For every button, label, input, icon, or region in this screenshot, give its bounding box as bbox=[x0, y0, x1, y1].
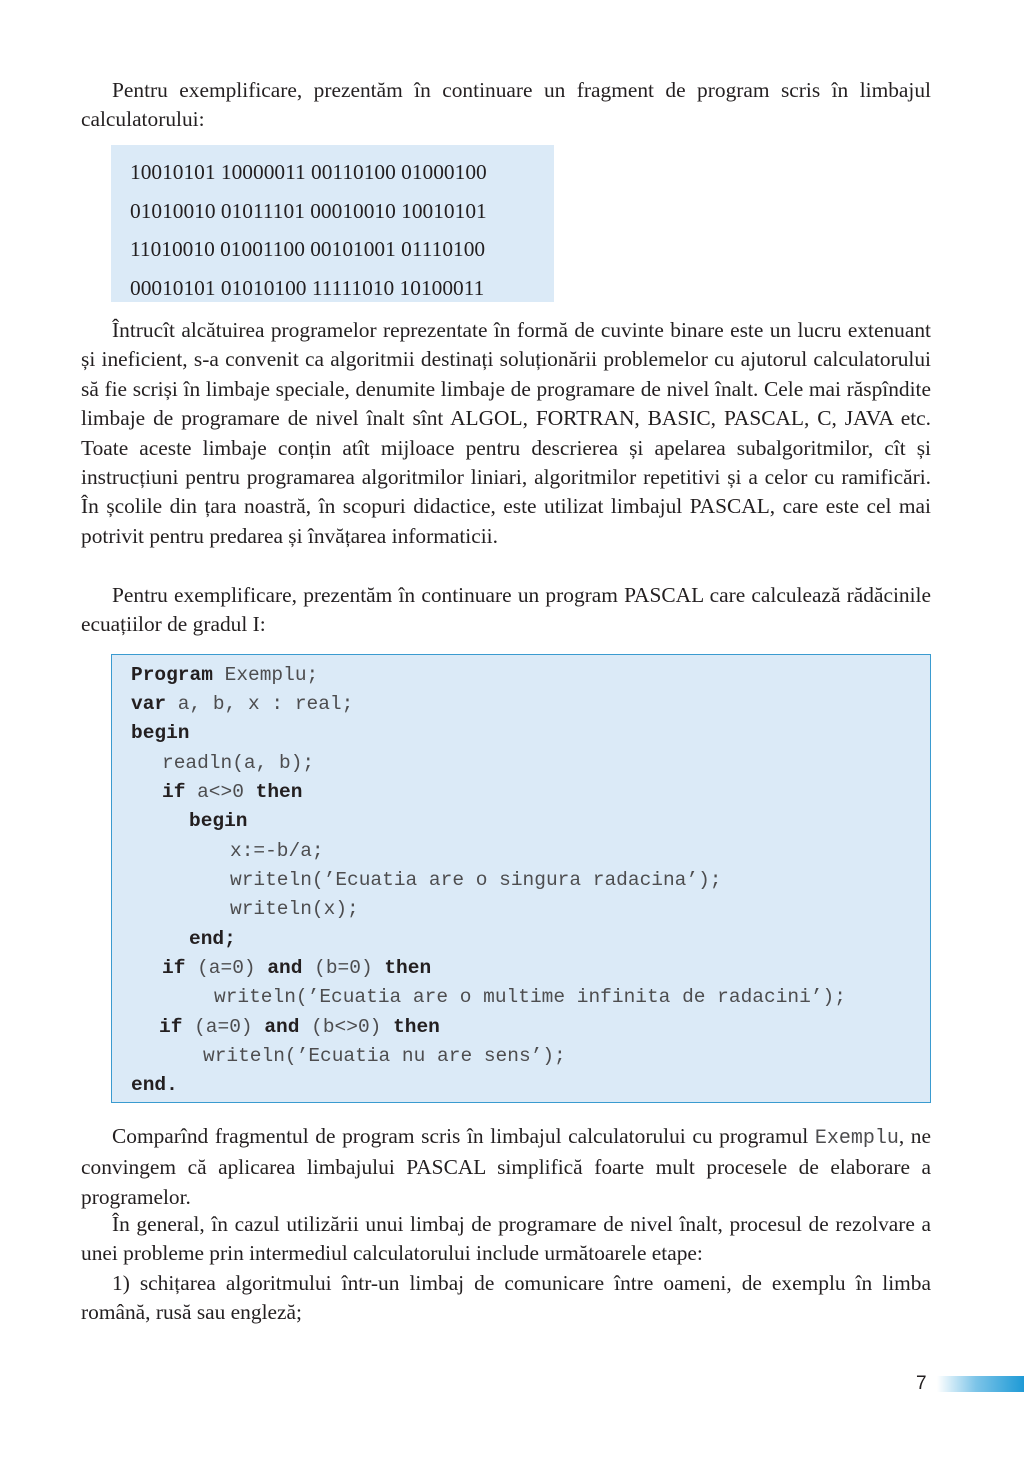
inline-code-exemplu: Exemplu bbox=[814, 1127, 899, 1150]
code-line-2: var a, b, x : real; bbox=[131, 693, 354, 715]
binary-line: 10010101 10000011 00110100 01000100 bbox=[130, 160, 487, 184]
code-line-5: if a<>0 then bbox=[162, 781, 303, 803]
code-line-6: begin bbox=[189, 810, 248, 832]
paragraph-comparison: Comparînd fragmentul de program scris în limbajul calculatorului cu programul Exemplu, ne convingem că aplicarea limbajului PASCAL simplifică foarte mult procesele de elaborare a programelor. bbox=[81, 1124, 931, 1209]
paragraph-general-process: În general, în cazul utilizării unui limbaj de programare de nivel înalt, procesul de rezolvare a unei probleme prin intermediul calculatorului include următoarele etape: bbox=[81, 1212, 931, 1266]
code-line-4: readln(a, b); bbox=[162, 752, 315, 774]
code-line-8: writeln(’Ecuatia are o singura radacina’); bbox=[230, 869, 722, 891]
page-number: 7 bbox=[916, 1373, 927, 1394]
paragraph-intro-pascal: Pentru exemplificare, prezentăm în continuare un program PASCAL care calculează rădăcinile ecuațiilor de gradul I: bbox=[81, 583, 931, 637]
code-line-10: end; bbox=[189, 928, 236, 950]
binary-line: 11010010 01001100 00101001 01110100 bbox=[130, 237, 486, 261]
paragraph-intro-binary: Pentru exemplificare, prezentăm în continuare un fragment de program scris în limbajul calculatorului: bbox=[81, 78, 931, 132]
code-line-14: writeln(’Ecuatia nu are sens’); bbox=[203, 1045, 566, 1067]
code-line-9: writeln(x); bbox=[230, 898, 359, 920]
code-line-13: if (a=0) and (b<>0) then bbox=[159, 1016, 440, 1038]
page-number-accent-bar bbox=[937, 1376, 1024, 1392]
binary-code-box bbox=[111, 145, 554, 302]
binary-line: 00010101 01010100 11111010 10100011 bbox=[130, 275, 485, 300]
code-line-3: begin bbox=[131, 722, 190, 744]
pascal-code-box bbox=[111, 654, 931, 1103]
code-line-7: x:=-b/a; bbox=[230, 840, 324, 862]
code-line-1: Program Exemplu; bbox=[131, 664, 319, 686]
paragraph-step-1: 1) schițarea algoritmului într-un limbaj de comunicare între oameni, de exemplu în limba română, rusă sau engleză; bbox=[81, 1271, 931, 1325]
binary-line: 01010010 01011101 00010010 10010101 bbox=[130, 198, 487, 223]
paragraph-high-level-languages: Întrucît alcătuirea programelor reprezentate în formă de cuvinte binare este un lucru extenuant și ineficient, s-a convenit ca algoritmii destinați soluționării problemelor cu ajutorul calculatorului să fie scriși în limbaje speciale, denumite limbaje de programare de nivel înalt. Cele mai răspîndite limbaje de programare de nivel înalt sînt ALGOL, FORTRAN, BASIC, PASCAL, C, JAVA etc. Toate aceste limbaje conțin atît mijloace pentru descrierea și apelarea subalgoritmilor, cît și instrucțiuni pentru programarea algoritmilor liniari, algoritmilor repetitivi și a celor cu ramificări. În școlile din țara noastră, în scopuri didactice, este utilizat limbajul PASCAL, care este cel mai potrivit pentru predarea și învățarea informaticii. bbox=[81, 318, 931, 548]
code-line-11: if (a=0) and (b=0) then bbox=[162, 957, 432, 979]
code-line-12: writeln(’Ecuatia are o multime infinita de radacini’); bbox=[214, 986, 846, 1008]
code-line-15: end. bbox=[131, 1074, 178, 1096]
